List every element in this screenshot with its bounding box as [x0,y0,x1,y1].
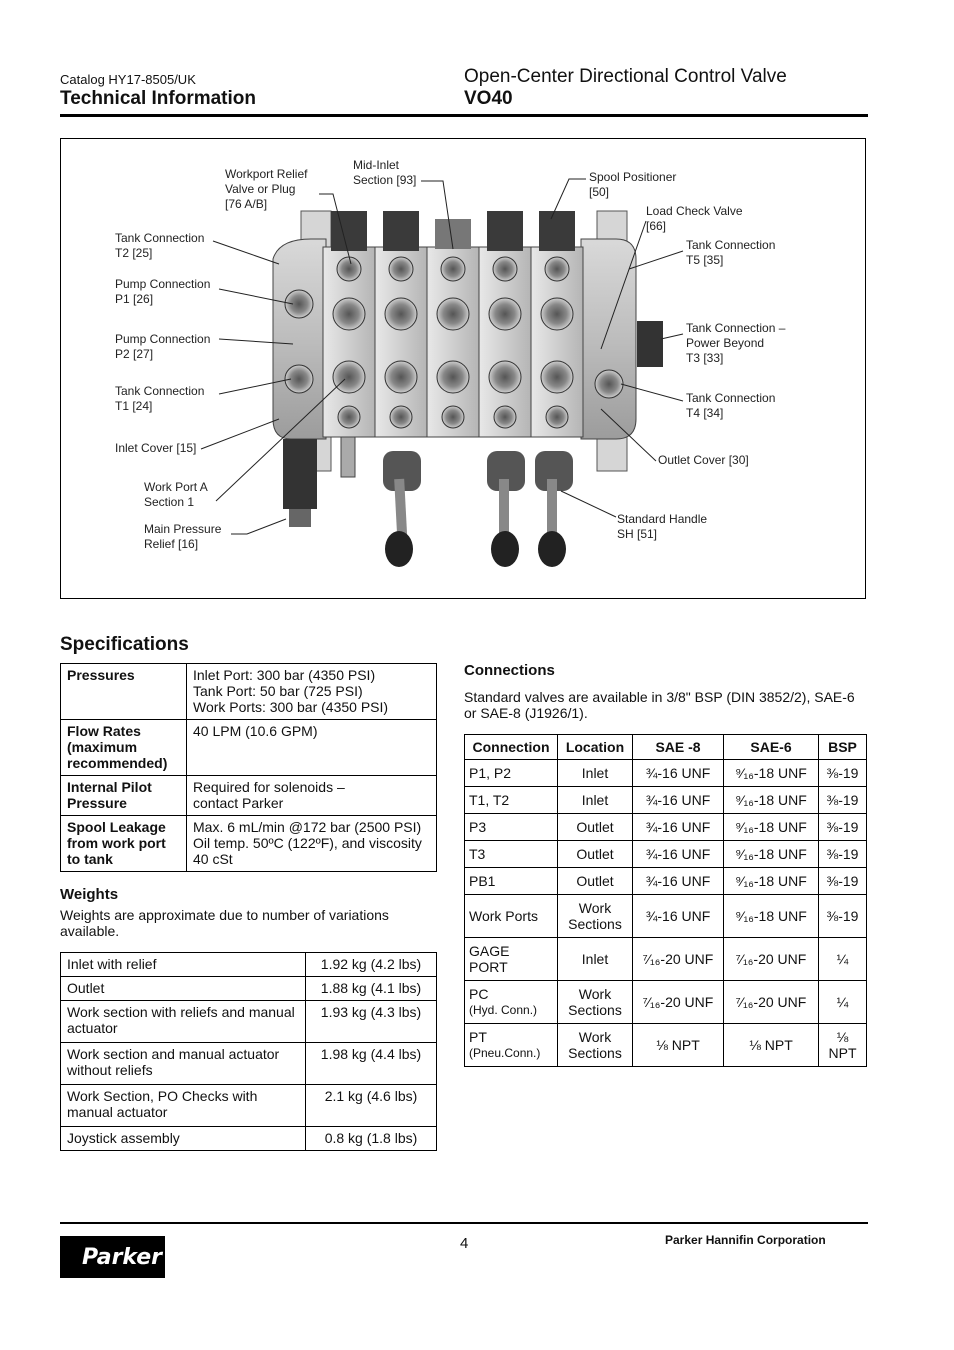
weight-item: Inlet with relief [61,953,306,977]
sae8-cell: ¾-16 UNF [633,814,724,841]
column-header: Connection [465,735,558,760]
sae6-cell: ⁷⁄₁₆-20 UNF [724,938,819,981]
spec-label: Internal Pilot Pressure [61,776,187,816]
connection-cell [465,981,558,1024]
table-header-row [465,735,867,760]
callout-inlet-cover: Inlet Cover [15] [115,441,197,455]
sae6-cell: ⁹⁄₁₆-18 UNF [724,868,819,895]
table-row [61,664,437,720]
bsp-cell: ⅜-19 [819,841,867,868]
table-row [465,981,867,1024]
weights-heading: Weights [60,886,119,903]
sae6-cell: ⁹⁄₁₆-18 UNF [724,760,819,787]
section-title: Technical Information [60,88,257,109]
sae8-cell: ¾-16 UNF [633,868,724,895]
location-cell: Inlet [558,938,633,981]
bsp-cell: ¼ [819,981,867,1024]
sae6-cell: ⅛ NPT [724,1024,819,1067]
sae8-cell: ⁷⁄₁₆-20 UNF [633,981,724,1024]
bsp-cell: ⅜-19 [819,868,867,895]
connections-heading: Connections [464,662,555,679]
table-row [61,1085,437,1127]
weight-value: 1.93 kg (4.3 lbs) [306,1001,437,1043]
sae8-cell: ¾-16 UNF [633,787,724,814]
table-row [465,841,867,868]
spec-value: 40 LPM (10.6 GPM) [187,720,437,776]
bsp-cell: ⅜-19 [819,760,867,787]
weight-item: Outlet [61,977,306,1001]
specifications-heading: Specifications [60,634,189,655]
callout-mid-inlet: Mid-Inlet Section [93] [353,158,417,187]
company-name: Parker Hannifin Corporation [665,1233,826,1247]
callout-main-pressure-relief: Main Pressure Relief [16] [144,522,222,551]
callout-work-port-a: Work Port A Section 1 [144,480,208,509]
table-row [465,760,867,787]
callout-tank-t4: Tank Connection T4 [34] [686,391,776,420]
table-row [465,814,867,841]
table-row [61,953,437,977]
valve-figure [60,138,866,599]
weight-item: Work Section, PO Checks with manual actuator [61,1085,306,1127]
location-cell: Outlet [558,868,633,895]
sae6-cell: ⁹⁄₁₆-18 UNF [724,841,819,868]
weights-table [60,952,437,1151]
sae8-cell: ¾-16 UNF [633,841,724,868]
spec-value: Max. 6 mL/min @172 bar (2500 PSI) Oil temp. 50ºC (122ºF), and viscosity 40 cSt [187,816,437,872]
connection-cell: T3 [465,841,558,868]
location-cell: Inlet [558,787,633,814]
weight-item: Joystick assembly [61,1127,306,1151]
weight-value: 0.8 kg (1.8 lbs) [306,1127,437,1151]
connection-cell: P1, P2 [465,760,558,787]
table-row [61,816,437,872]
table-row [465,938,867,981]
sae8-cell: ¾-16 UNF [633,760,724,787]
specifications-table [60,663,437,872]
header-rule [60,114,868,117]
callout-standard-handle: Standard Handle SH [51] [617,512,708,541]
connections-table [464,734,867,1067]
connection-code: PT [469,1029,487,1045]
table-row [61,720,437,776]
connection-cell [465,1024,558,1067]
callout-tank-t3: Tank Connection – Power Beyond T3 [33] [686,321,786,365]
table-row [465,1024,867,1067]
sae6-cell: ⁹⁄₁₆-18 UNF [724,895,819,938]
weight-value: 1.88 kg (4.1 lbs) [306,977,437,1001]
connection-cell: P3 [465,814,558,841]
connections-description: Standard valves are available in 3/8" BSP (DIN 3852/2), SAE-6 or SAE-8 (J1926/1). [464,689,855,721]
column-header: SAE -8 [633,735,724,760]
footer-rule [60,1222,868,1224]
location-cell: Outlet [558,814,633,841]
weight-item: Work section and manual actuator without reliefs [61,1043,306,1085]
page-number: 4 [460,1235,469,1252]
connection-subtext: (Hyd. Conn.) [469,1003,538,1017]
sae6-cell: ⁹⁄₁₆-18 UNF [724,787,819,814]
weights-description: Weights are approximate due to number of variations available. [60,907,389,939]
catalog-number: Catalog HY17-8505/UK [60,72,196,87]
table-row [61,977,437,1001]
column-header: Location [558,735,633,760]
callout-tank-t5: Tank Connection T5 [35] [686,238,776,267]
table-row [465,868,867,895]
weight-item: Work section with reliefs and manual actuator [61,1001,306,1043]
bsp-cell: ⅜-19 [819,787,867,814]
table-row [61,1043,437,1085]
connection-code: PC [469,986,489,1002]
spec-value: Required for solenoids – contact Parker [187,776,437,816]
bsp-cell: ⅜-19 [819,814,867,841]
location-cell: Work Sections [558,1024,633,1067]
sae6-cell: ⁹⁄₁₆-18 UNF [724,814,819,841]
spec-label: Pressures [61,664,187,720]
table-row [465,787,867,814]
logo-text: Parker [82,1245,163,1270]
column-header: SAE-6 [724,735,819,760]
connection-cell: T1, T2 [465,787,558,814]
connection-cell: GAGE PORT [465,938,558,981]
callout-tank-t2: Tank Connection T2 [25] [115,231,205,260]
table-row [61,1001,437,1043]
table-row [61,776,437,816]
weight-value: 1.92 kg (4.2 lbs) [306,953,437,977]
spec-label: Spool Leakage from work port to tank [61,816,187,872]
product-title: Open-Center Directional Control Valve [464,66,787,87]
location-cell: Work Sections [558,895,633,938]
connection-cell: Work Ports [465,895,558,938]
spec-label: Flow Rates (maximum recommended) [61,720,187,776]
location-cell: Outlet [558,841,633,868]
connection-cell: PB1 [465,868,558,895]
connection-subtext: (Pneu.Conn.) [469,1046,541,1060]
callout-workport-relief: Workport Relief Valve or Plug [76 A/B] [225,167,308,211]
product-model: VO40 [464,88,513,109]
callout-tank-t1: Tank Connection T1 [24] [115,384,205,413]
callout-pump-p1: Pump Connection P1 [26] [115,277,211,306]
location-cell: Inlet [558,760,633,787]
bsp-cell: ¼ [819,938,867,981]
column-header: BSP [819,735,867,760]
table-row [61,1127,437,1151]
sae8-cell: ⅛ NPT [633,1024,724,1067]
table-row [465,895,867,938]
bsp-cell: ⅛ NPT [819,1024,867,1067]
spec-value: Inlet Port: 300 bar (4350 PSI) Tank Port: 50 bar (725 PSI) Work Ports: 300 bar (4350 PSI) [187,664,437,720]
bsp-cell: ⅜-19 [819,895,867,938]
location-cell: Work Sections [558,981,633,1024]
weight-value: 2.1 kg (4.6 lbs) [306,1085,437,1127]
callout-spool-positioner: Spool Positioner [50] [589,170,677,199]
sae8-cell: ⁷⁄₁₆-20 UNF [633,938,724,981]
callout-pump-p2: Pump Connection P2 [27] [115,332,211,361]
sae6-cell: ⁷⁄₁₆-20 UNF [724,981,819,1024]
parker-logo [60,1236,165,1278]
callout-load-check-valve: Load Check Valve [66] [646,204,743,233]
weight-value: 1.98 kg (4.4 lbs) [306,1043,437,1085]
callout-outlet-cover: Outlet Cover [30] [658,453,749,467]
sae8-cell: ¾-16 UNF [633,895,724,938]
